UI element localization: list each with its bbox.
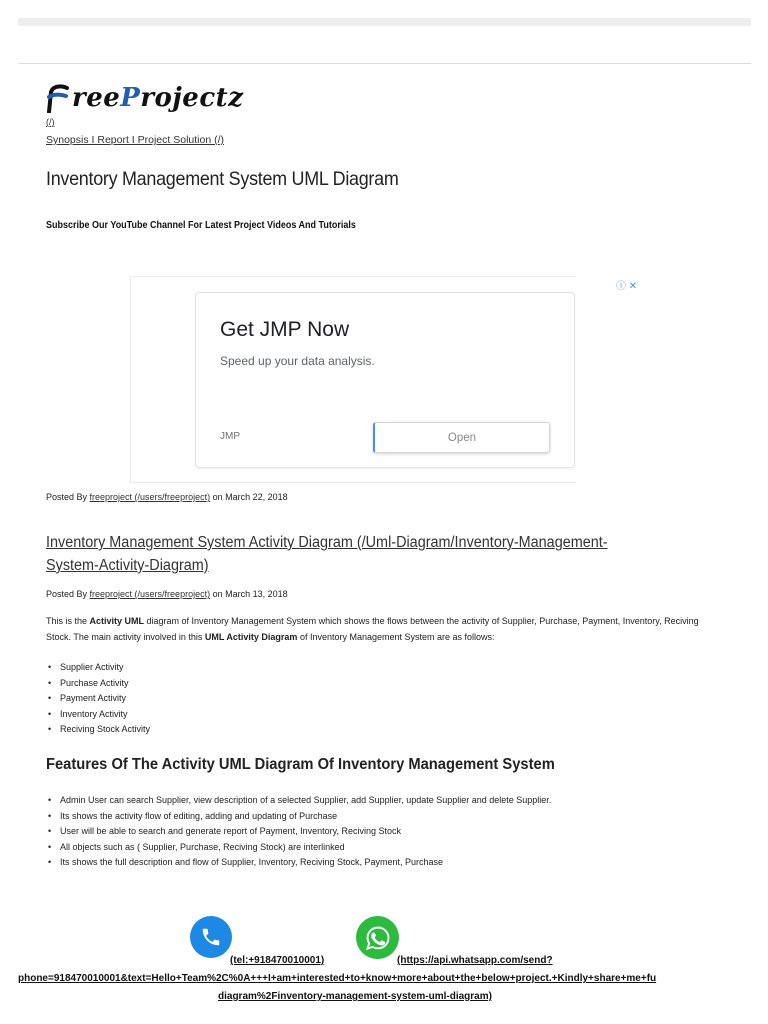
post-date: on March 22, 2018 — [210, 492, 288, 502]
logo-mark-icon — [46, 83, 70, 113]
intro-bold: UML Activity Diagram — [204, 631, 298, 642]
article-title-link[interactable]: Inventory Management System Activity Diagram (/Uml-Diagram/Inventory-Management-System-Activity-Diagram) — [46, 534, 608, 574]
list-item: • Reciving Stock Activity — [46, 722, 150, 738]
post-meta — [46, 492, 288, 502]
intro-text: of Inventory Management System are as follows: — [297, 631, 495, 642]
site-logo[interactable] — [46, 78, 243, 118]
phone-link[interactable]: (tel:+918470010001) — [230, 955, 325, 966]
features-heading: Features Of The Activity UML Diagram Of Inventory Management System — [46, 756, 555, 773]
article-intro — [46, 614, 726, 645]
whatsapp-link-end[interactable]: diagram%2Finventory-management-system-uml-diagram) — [218, 991, 492, 1002]
list-item: • Supplier Activity — [46, 660, 150, 676]
ad-open-button[interactable]: Open — [373, 422, 550, 453]
logo-text-2: P — [120, 83, 141, 113]
ad-description: Speed up your data analysis. — [220, 354, 375, 368]
whatsapp-link-continued[interactable]: phone=918470010001&text=Hello+Team%2C%0A+++I+am+interested+to+know+more+about+the+below+project.+Kindly+share+me+fu — [18, 973, 657, 984]
subscribe-text: Subscribe Our YouTube Channel For Latest Project Videos And Tutorials — [46, 220, 356, 231]
whatsapp-icon — [364, 924, 392, 952]
intro-text: This is the — [46, 616, 90, 626]
logo-text-3: rojectz — [140, 83, 244, 113]
ad-brand: JMP — [220, 431, 240, 442]
home-link[interactable]: (/) — [46, 117, 55, 127]
article-meta — [46, 589, 288, 599]
list-item: • Payment Activity — [46, 691, 150, 707]
features-list — [46, 793, 551, 871]
list-item: • Purchase Activity — [46, 676, 150, 692]
list-item: • User will be able to search and generate report of Payment, Inventory, Reciving Stock — [46, 824, 551, 840]
phone-icon — [200, 926, 222, 948]
list-item: • Its shows the full description and flow of Supplier, Inventory, Reciving Stock, Payment, Purchase — [46, 855, 551, 871]
author-link[interactable]: freeproject (/users/freeproject) — [89, 589, 211, 599]
list-item: • Inventory Activity — [46, 707, 150, 723]
ad-headline[interactable]: Get JMP Now — [220, 318, 350, 341]
author-link[interactable]: freeproject (/users/freeproject) — [89, 492, 211, 502]
whatsapp-link[interactable]: (https://api.whatsapp.com/send? — [397, 955, 553, 966]
list-item: • All objects such as ( Supplier, Purchase, Reciving Stock) are interlinked — [46, 840, 551, 856]
list-item: • Its shows the activity flow of editing, adding and updating of Purchase — [46, 809, 551, 825]
intro-bold: Activity UML — [89, 616, 145, 626]
logo-text-1: ree — [72, 83, 121, 113]
top-scroll-bar — [18, 18, 751, 26]
synopsis-link[interactable]: Synopsis I Report I Project Solution (/) — [46, 134, 224, 146]
posted-by-label: Posted By — [46, 492, 90, 502]
ad-choices-icon[interactable]: ⓘ ✕ — [616, 281, 638, 292]
list-item: • Admin User can search Supplier, view description of a selected Supplier, add Supplier, update Supplier and delete Supplier. — [46, 793, 551, 809]
ad-card[interactable] — [195, 292, 575, 468]
page-title: Inventory Management System UML Diagram — [46, 168, 399, 190]
whatsapp-button[interactable] — [356, 916, 399, 959]
header-divider — [18, 63, 751, 64]
intro-text: diagram of Inventory Management System which shows the flows between the activity of Supplier, Purchase, Payment, Inventory, Reciving Stock. The main activity involved in this — [46, 616, 699, 642]
posted-by-label: Posted By — [46, 589, 90, 599]
activity-list — [46, 660, 150, 738]
call-button[interactable] — [190, 916, 232, 958]
post-date: on March 13, 2018 — [210, 589, 288, 599]
